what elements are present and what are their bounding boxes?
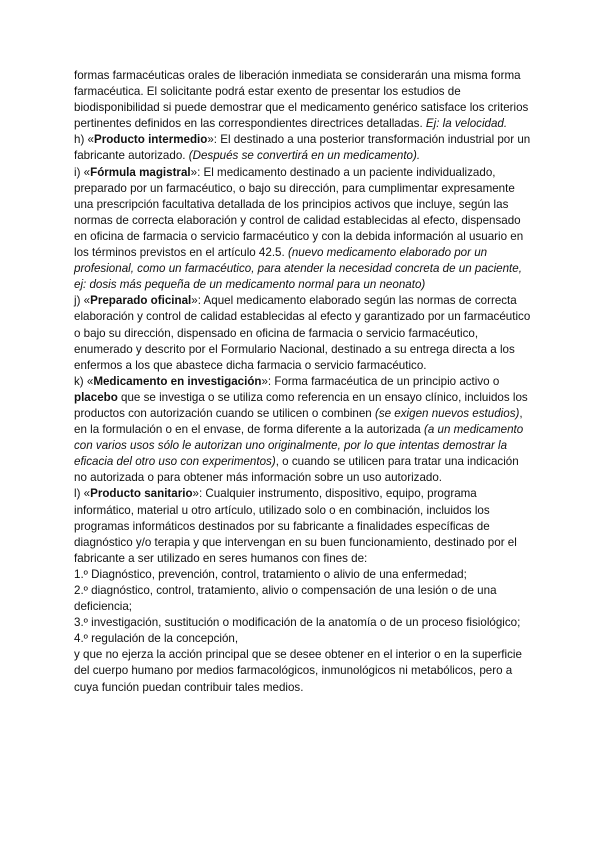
defined-term-placebo: placebo xyxy=(74,390,118,404)
document-body xyxy=(74,68,534,696)
defined-term: Fórmula magistral xyxy=(90,165,191,179)
list-item: 2.º diagnóstico, control, tratamiento, alivio o compensación de una lesión o de una deficiencia; xyxy=(74,584,497,614)
definition-producto-intermedio: h) «Producto intermedio»: El destinado a una posterior transformación industrial por un fabricante autorizado. (Después se convertirá en un medicamento). xyxy=(74,133,531,163)
defined-term: Medicamento en investigación xyxy=(93,374,262,388)
annotation-note: (se exigen nuevos estudios) xyxy=(374,406,520,420)
annotation-note: Ej: la velocidad. xyxy=(425,117,508,131)
defined-term: Producto intermedio xyxy=(93,133,208,147)
definition-medicamento-investigacion: k) «Medicamento en investigación»: Forma farmacéutica de un principio activo o placebo que se investiga o se utiliza como referencia en un ensayo clínico, incluidos los productos con autorización cuando se utilicen o combinen (se exigen nuevos estudios), en la formulación o en el envase, de forma diferente a la autorizada (a un medicamento con varios usos sólo le autorizan uno originalmente, por lo que intentas demostrar la eficacia del otro uso con experimentos), o cuando se utilicen para tratar una indicación no autorizada o para obtener más información sobre un uso autorizado. xyxy=(74,374,528,485)
definition-producto-sanitario: l) «Producto sanitario»: Cualquier instrumento, dispositivo, equipo, programa informático, material u otro artículo, utilizado solo o en combinación, incluidos los programas informáticos destinados por su fabricante a finalidades específicas de diagnóstico y/o terapia y que intervengan en su buen funcionamiento, destinado por el fabricante a ser utilizado en seres humanos con fines de: xyxy=(74,487,517,565)
annotation-note: (Después se convertirá en un medicamento). xyxy=(188,149,421,163)
list-item: 4.º regulación de la concepción, xyxy=(74,632,239,646)
annotation-note: (a un medicamento con varios usos sólo le autorizan uno originalmente, por lo que intentas demostrar la eficacia del otro uso con experimentos) xyxy=(74,423,524,469)
definition-formula-magistral: i) «Fórmula magistral»: El medicamento destinado a un paciente individualizado, preparado por un farmacéutico, o bajo su dirección, para cumplimentar expresamente una prescripción facultativa detallada de los principios activos que incluye, según las normas de correcta elaboración y control de calidad establecidas al efecto, dispensado en oficina de farmacia o servicio farmacéutico y con la debida información al usuario en los términos previstos en el artículo 42.5. (nuevo medicamento elaborado por un profesional, como un farmacéutico, para atender la necesidad concreta de un paciente, ej: dosis más pequeña de un medicamento normal para un neonato) xyxy=(74,165,524,292)
defined-term: Preparado oficinal xyxy=(90,294,192,308)
defined-term: Producto sanitario xyxy=(90,487,193,501)
paragraph-generic-continuation: formas farmacéuticas orales de liberación inmediata se considerarán una misma forma farmacéutica. El solicitante podrá estar exento de presentar los estudios de biodisponibilidad si puede demostrar que el medicamento genérico satisface los criterios pertinentes definidos en las correspondientes directrices detalladas. Ej: la velocidad. xyxy=(74,69,529,131)
list-item: 1.º Diagnóstico, prevención, control, tratamiento o alivio de una enfermedad; xyxy=(74,567,467,581)
annotation-note: (nuevo medicamento elaborado por un profesional, como un farmacéutico, para atender la necesidad concreta de un paciente, ej: dosis más pequeña de un medicamento normal para un neonato) xyxy=(74,246,522,292)
list-item: 3.º investigación, sustitución o modificación de la anatomía o de un proceso fisiológico; xyxy=(74,616,521,630)
closing-paragraph: y que no ejerza la acción principal que se desee obtener en el interior o en la superficie del cuerpo humano por medios farmacológicos, inmunológicos ni metabólicos, pero a cuya función puedan contribuir tales medios. xyxy=(74,648,522,694)
definition-preparado-oficinal: j) «Preparado oficinal»: Aquel medicamento elaborado según las normas de correcta elaboración y control de calidad establecidas al efecto y garantizado por un farmacéutico o bajo su dirección, dispensado en oficina de farmacia o servicio farmacéutico, enumerado y descrito por el Formulario Nacional, destinado a su entrega directa a los enfermos a los que abastece dicha farmacia o servicio farmacéutico. xyxy=(74,294,531,372)
